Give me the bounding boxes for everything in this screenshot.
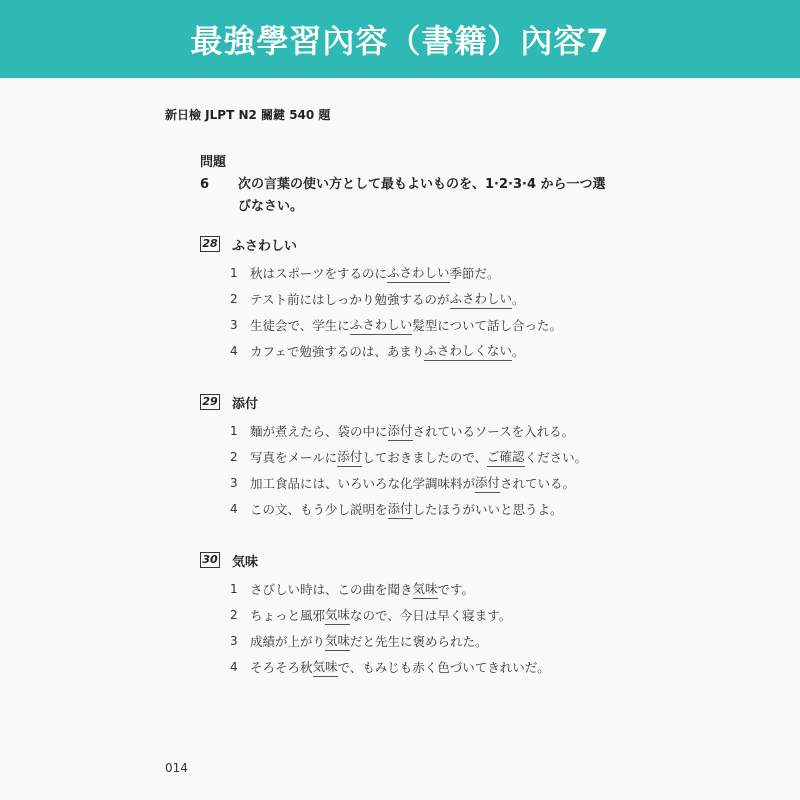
option-item <box>200 602 620 628</box>
option-underlined: 添付 <box>388 499 413 519</box>
option-number: 1 <box>230 424 238 438</box>
option-underlined: 添付 <box>475 473 500 493</box>
option-item <box>200 470 620 496</box>
question-head <box>200 234 620 254</box>
question-word: 気味 <box>232 554 259 570</box>
option-item <box>200 260 620 286</box>
question-28 <box>200 234 620 364</box>
question-number: 28 <box>200 236 220 252</box>
option-underlined: ふさわしくない <box>424 341 512 361</box>
option-list <box>200 576 620 680</box>
option-item <box>200 286 620 312</box>
option-text-before: そろそろ秋 <box>250 660 313 675</box>
option-text-before: 麵が煮えたら、袋の中に <box>250 424 388 439</box>
option-text-before: カフェで勉強するのは、あまり <box>250 344 425 359</box>
instruction <box>200 152 620 218</box>
question-word: 添付 <box>232 396 259 412</box>
option-text-after: されている。 <box>500 476 576 491</box>
instruction-line2: びなさい。 <box>238 199 304 214</box>
option-text-after: 。 <box>512 292 525 307</box>
option-number: 3 <box>230 634 238 648</box>
option-item <box>200 312 620 338</box>
option-underlined: ふさわしい <box>350 315 413 335</box>
option-number: 2 <box>230 450 238 464</box>
option-underlined: ふさわしい <box>450 289 513 309</box>
instruction-label: 問題 6 <box>200 155 227 192</box>
option-text-before: さびしい時は、この曲を聞き <box>250 582 413 597</box>
option-text-after: ください。 <box>524 450 588 465</box>
banner-title: 最強學習內容（書籍）內容7 <box>190 22 610 60</box>
option-underlined: 気味 <box>313 657 338 677</box>
option-text-after: 季節だ。 <box>449 266 500 281</box>
option-list <box>200 260 620 364</box>
option-text-mid: しておきましたので、 <box>362 450 488 465</box>
option-text-before: 秋はスポーツをするのに <box>250 266 388 281</box>
option-text-after: したほうがいいと思うよ。 <box>412 502 563 517</box>
question-head <box>200 392 620 412</box>
option-text-before: テスト前にはしっかり勉強するのが <box>250 292 450 307</box>
option-text-after: 。 <box>511 344 525 359</box>
option-item <box>200 628 620 654</box>
option-underlined: 添付 <box>337 447 362 467</box>
question-number: 29 <box>200 394 220 410</box>
option-text-before: 生徒会で、学生に <box>250 318 350 333</box>
option-item <box>200 418 620 444</box>
book-page <box>0 78 800 800</box>
option-text-after: 髪型について話し合った。 <box>412 318 563 333</box>
option-item <box>200 496 620 522</box>
question-head <box>200 550 620 570</box>
option-text-before: ちょっと風邪 <box>250 608 326 623</box>
option-text-after: です。 <box>437 582 475 597</box>
option-underlined: 添付 <box>388 421 413 441</box>
question-30 <box>200 550 620 680</box>
option-text-before: 成績が上がり <box>250 634 326 649</box>
option-underlined: ふさわしい <box>387 263 450 283</box>
option-item <box>200 654 620 680</box>
option-item <box>200 338 620 364</box>
option-number: 2 <box>230 292 238 306</box>
question-word: ふさわしい <box>232 238 298 254</box>
option-list <box>200 418 620 522</box>
option-number: 4 <box>230 502 238 516</box>
option-text-after: で、もみじも赤く色づいてきれいだ。 <box>337 660 550 675</box>
page-number: 014 <box>165 761 188 775</box>
option-text-after: されているソースを入れる。 <box>412 424 575 439</box>
option-text-before: 加工食品には、いろいろな化学調味料が <box>250 476 476 491</box>
option-text-before: この文、もう少し説明を <box>250 502 388 517</box>
option-item <box>200 444 620 470</box>
option-underlined: 気味 <box>325 605 350 625</box>
option-text-after: なので、今日は早く寝ます。 <box>350 608 512 623</box>
option-text-after: だと先生に褒められた。 <box>350 634 488 649</box>
question-number: 30 <box>200 552 220 568</box>
option-number: 3 <box>230 318 238 332</box>
instruction-line1: 次の言葉の使い方として最もよいものを、1·2·3·4 から一つ選 <box>238 177 606 192</box>
option-number: 4 <box>230 660 238 674</box>
option-number: 1 <box>230 266 238 280</box>
option-text-before: 写真をメールに <box>250 450 338 465</box>
question-29 <box>200 392 620 522</box>
option-underlined: 気味 <box>413 579 438 599</box>
option-number: 1 <box>230 582 238 596</box>
option-item <box>200 576 620 602</box>
option-number: 2 <box>230 608 238 622</box>
option-number: 3 <box>230 476 238 490</box>
option-underlined-2: ご確認 <box>487 447 525 467</box>
book-header: 新日檢 JLPT N2 關鍵 540 題 <box>165 108 331 122</box>
top-banner <box>0 0 800 78</box>
option-number: 4 <box>230 344 238 358</box>
option-underlined: 気味 <box>325 631 350 651</box>
